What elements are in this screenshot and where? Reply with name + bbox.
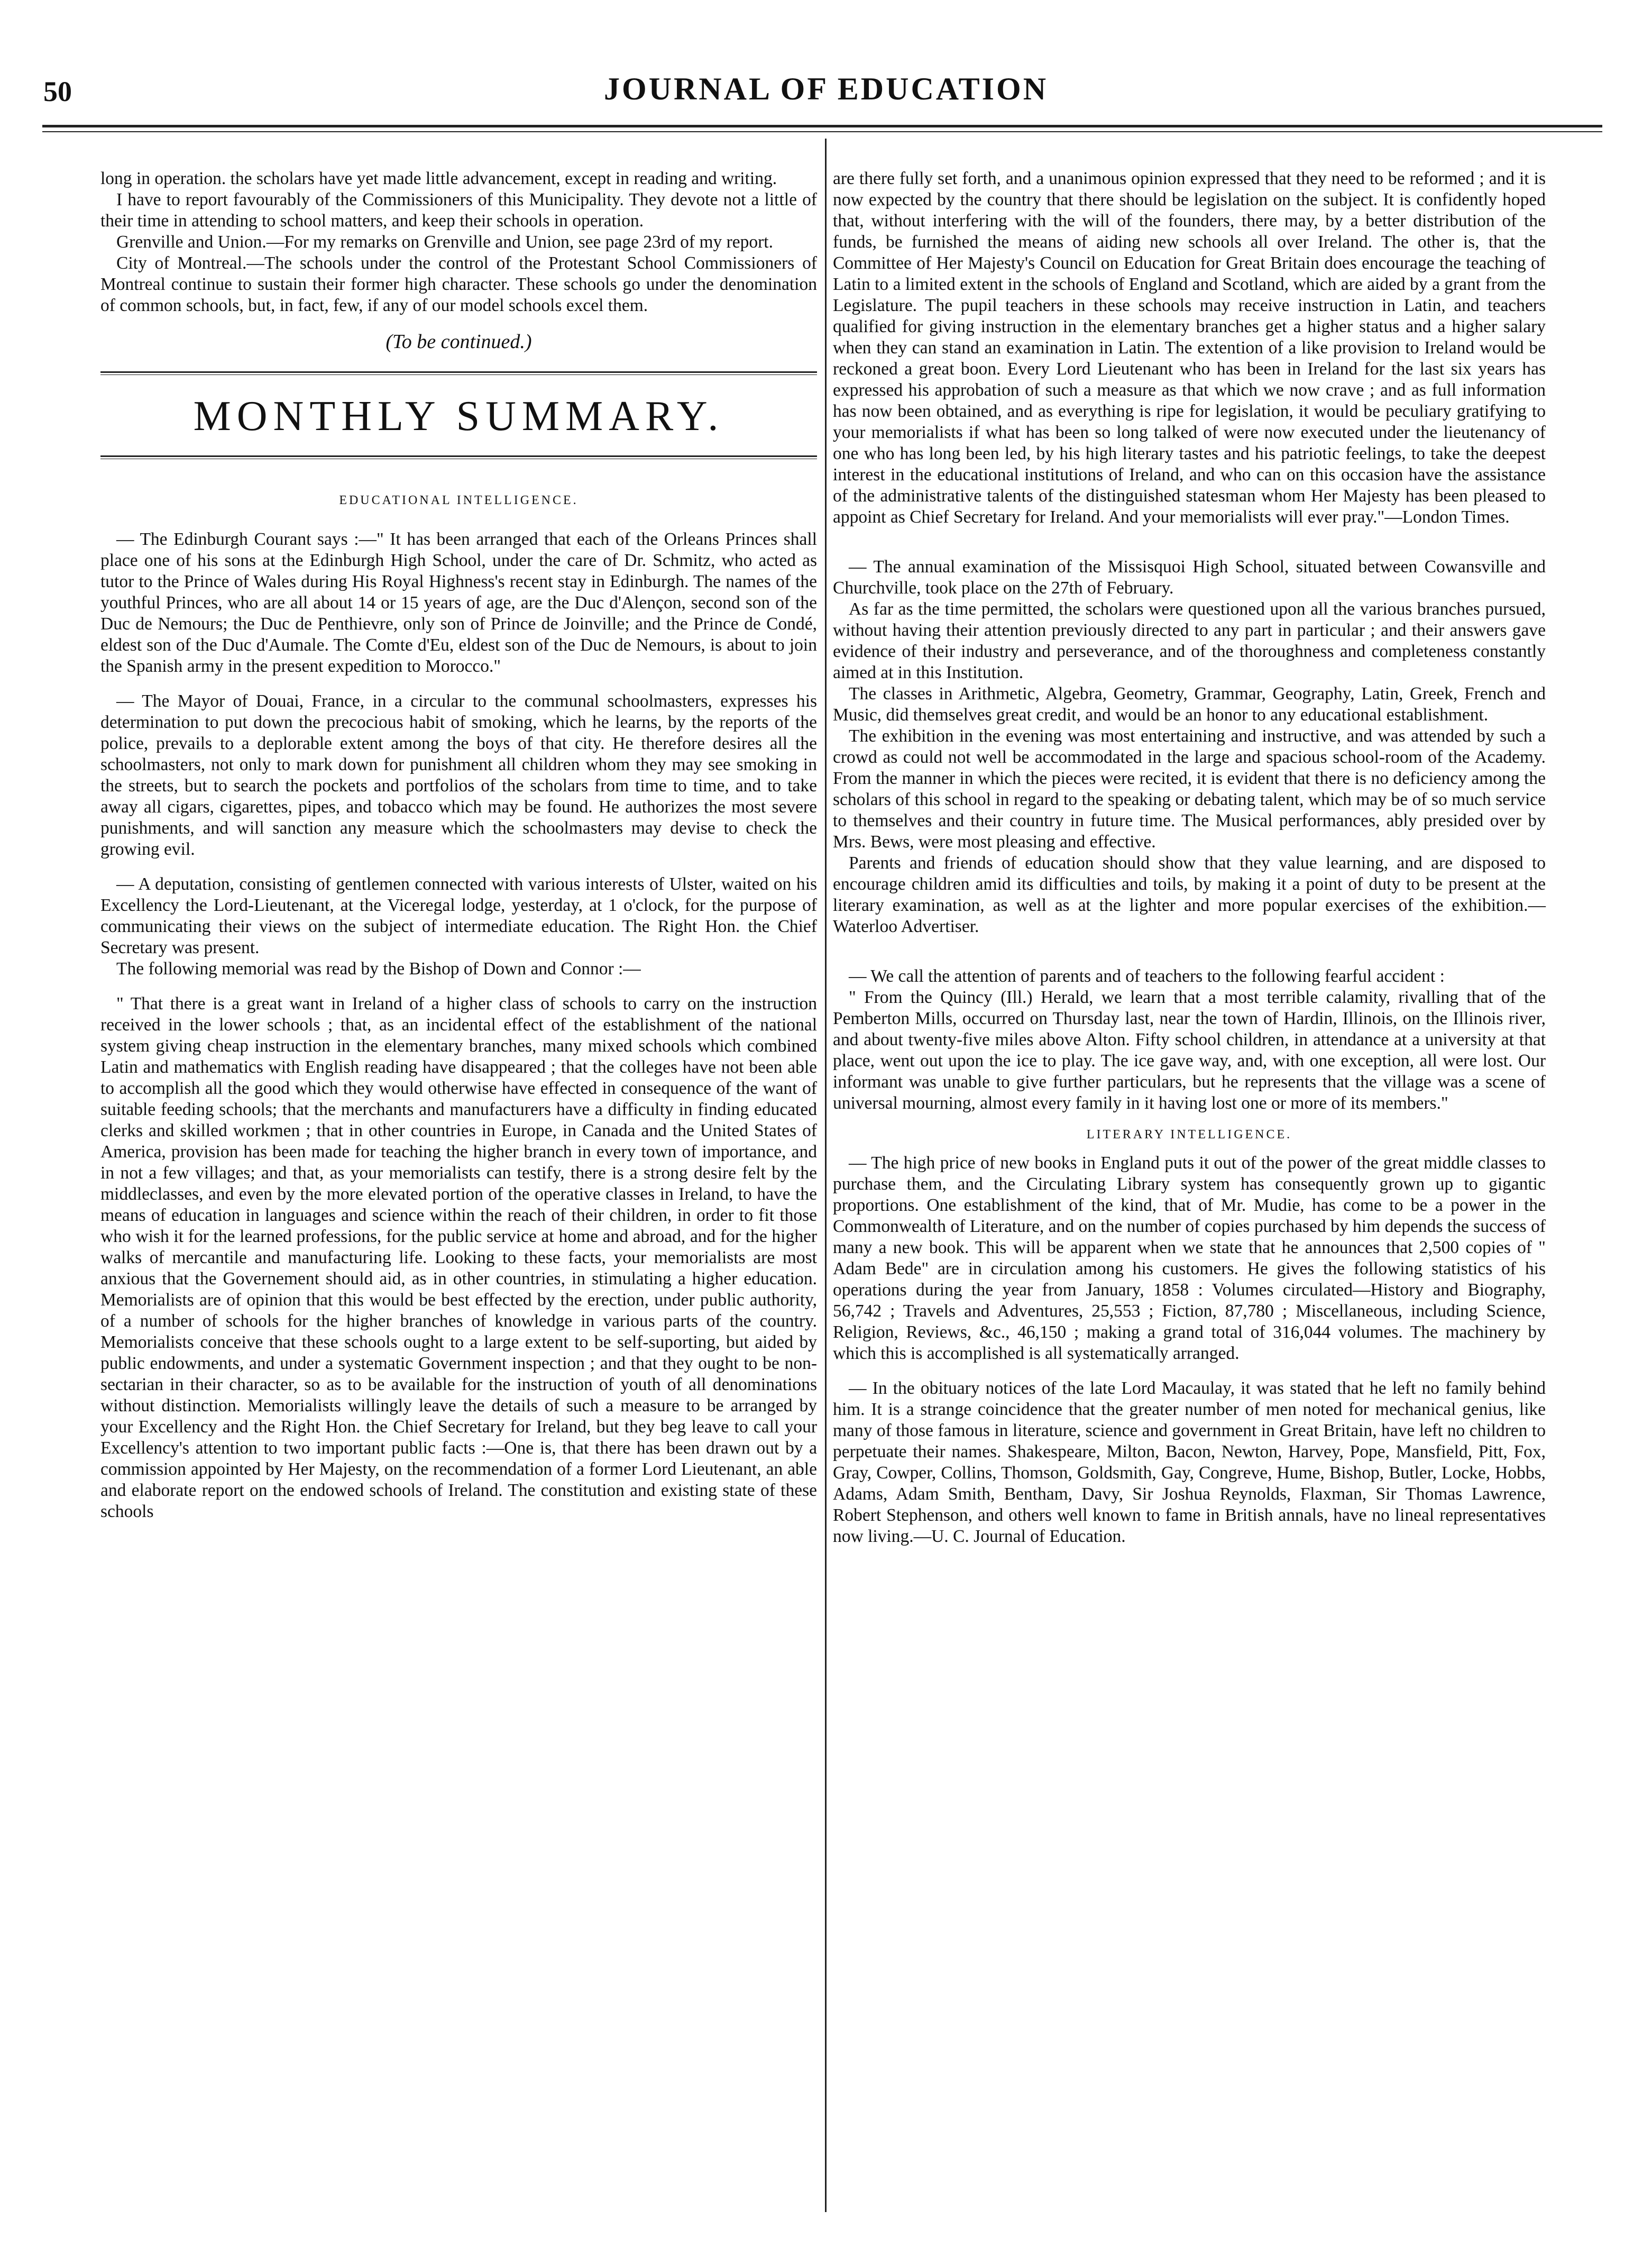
- column-divider: [825, 139, 827, 2212]
- paragraph: — The Mayor of Douai, France, in a circular to the communal schoolmasters, expresses his determination to put down the precocious habit of smoking, which he learns, by the reports of the police, prevails to a deplorable extent among the boys of that city. He therefore desires all the schoolmasters, not only to mark down for punishment all children whom they may see smoking in the streets, but to search the pockets and portfolios of the scholars from time to time, and to take away all cigars, cigarettes, pipes, and tobacco which may be found. He authorizes the most severe punishments, and will sanction any measure which the schoolmasters may devise to check the growing evil.: [100, 691, 817, 859]
- journal-title: JOURNAL OF EDUCATION: [603, 71, 1049, 106]
- paragraph: — The Edinburgh Courant says :—" It has been arranged that each of the Orleans Princes shall place one of his sons at the Edinburgh High School, under the care of Dr. Schmitz, who acted as tutor to the Prince of Wales during His Royal Highness's recent stay in Edinburgh. The names of the youthful Princes, who are all about 14 or 15 years of age, are the Duc d'Alençon, second son of the Duc de Nemours; the Duc de Penthievre, only son of Prince de Joinville; and the Prince de Condé, eldest son of the Duc d'Aumale. The Comte d'Eu, eldest son of the Duc de Nemours, is about to join the Spanish army in the present expedition to Morocco.": [100, 529, 817, 676]
- header-rule-thick: [42, 125, 1602, 127]
- paragraph: — The high price of new books in England puts it out of the power of the great middle classes to purchase them, and the Circulating Library system has consequently grown up to gigantic proportions. One establishment of the kind, that of Mr. Mudie, has come to be a power in the Commonwealth of Literature, and on the number of copies purchased by him depends the success of many a new book. This will be apparent when we state that he announces that 2,500 copies of " Adam Bede" are in circulation among his customers. He gives the following statistics of his operations during the year from January, 1858 : Volumes circulated—History and Biography, 56,742 ; Travels and Adventures, 25,553 ; Fiction, 87,780 ; Miscellaneous, including Science, Religion, Reviews, &c., 46,150 ; making a grand total of 316,044 volumes. The machinery by which this is accomplished is all systematically arranged.: [833, 1153, 1546, 1363]
- news-item: [100, 529, 817, 677]
- paragraph: — A deputation, consisting of gentlemen connected with various interests of Ulster, waited on his Excellency the Lord-Lieutenant, at the Viceregal lodge, yesterday, at 1 o'clock, for the purpose of communicating their views on the subject of intermediate education. The Right Hon. the Chief Secretary was present.: [100, 874, 817, 957]
- news-item: [833, 1378, 1546, 1547]
- paragraph: " That there is a great want in Ireland of a higher class of schools to carry on the instruction received in the lower schools ; that, as an incidental effect of the establishment of the national system giving cheap instruction in the elementary branches, many mixed schools which combined Latin and mathematics with English reading have disappeared ; that the colleges have not been able to accomplish all the good which they would otherwise have effected in consequence of the want of suitable feeding schools; that the merchants and manufacturers have a difficulty in finding educated clerks and skilled workmen ; that in other countries in Europe, in Canada and the United States of America, provision has been made for teaching the higher branch in every town of importance, and in not a few villages; and that, as your memorialists can testify, there is a strong desire felt by the middleclasses, and even by the more elevated portion of the operative classes in Ireland, to have the means of education in languages and science within the reach of their children, in order to fit those who wish it for the learned professions, for the public service at home and abroad, and for the higher walks of mercantile and manufacturing life. Looking to these facts, your memorialists are most anxious that the Governement should aid, as in other countries, in stimulating a higher education. Memorialists are of opinion that this would be best effected by the erection, under public authority, of a number of schools for the higher branches of knowledge in various parts of the country. Memorialists conceive that these schools ought to a large extent to be self-suporting, but aided by public endowments, and under a systematic Government inspection ; and that they ought to be non-sectarian in their character, so as to be available for the instruction of youth of all denominations without distinction. Memorialists willingly leave the details of such a measure to be arranged by your Excellency and the Right Hon. the Chief Secretary for Ireland, but they beg leave to call your Excellency's attention to two important public facts :—One is, that there has been drawn out by a commission appointed by Her Majesty, on the recommendation of a former Lord Lieutenant, an able and elaborate report on the endowed schools of Ireland. The constitution and existing state of these schools: [100, 994, 817, 1521]
- paragraph: The following memorial was read by the Bishop of Down and Connor :—: [116, 959, 641, 979]
- section-title: MONTHLY SUMMARY.: [193, 393, 724, 440]
- left-column: [100, 168, 817, 1522]
- subsection-title: EDUCATIONAL INTELLIGENCE.: [339, 494, 579, 507]
- paragraph: — The annual examination of the Missisquoi High School, situated between Cowansville and Churchville, took place on the 27th of February.: [833, 557, 1546, 598]
- paragraph: As far as the time permitted, the scholars were questioned upon all the various branches pursued, without having their attention previously directed to any part in particular ; and their answers gave evidence of their industry and perseverance, and of the thoroughness and completeness constantly aimed at in this Institution.: [833, 599, 1546, 682]
- paragraph: The classes in Arithmetic, Algebra, Geometry, Grammar, Geography, Latin, Greek, French and Music, did themselves great credit, and would be an honor to any educational establishment.: [833, 684, 1546, 725]
- lead-text: [100, 168, 817, 316]
- paragraph: " From the Quincy (Ill.) Herald, we learn that a most terrible calamity, rivalling that of the Pemberton Mills, occurred on Thursday last, near the town of Hardin, Illinois, on the Illinois river, and about twenty-five miles above Alton. Fifty school children, in attendance at a university at that place, went out upon the ice to play. The ice gave way, and, with one exception, all were lost. Our informant was unable to give further particulars, but he represents that the village was a scene of universal mourning, almost every family in it having lost one or more of its members.": [833, 988, 1546, 1113]
- news-item: [100, 874, 817, 980]
- page-number: 50: [43, 76, 72, 107]
- memorial-continuation: [833, 168, 1546, 528]
- paragraph: — In the obituary notices of the late Lord Macaulay, it was stated that he left no family behind him. It is a strange coincidence that the greater number of men noted for mechanical genius, like many of those famous in literature, science and government in Great Britain, have left no children to perpetuate their names. Shakespeare, Milton, Bacon, Newton, Harvey, Pope, Mansfield, Pitt, Fox, Gray, Cowper, Collins, Thomson, Goldsmith, Gay, Congreve, Hume, Bishop, Butler, Locke, Hobbs, Adams, Adam Smith, Bentham, Davy, Sir Joshua Reynolds, Flaxman, Sir Thomas Lawrence, Robert Stephenson, and others well known to fame in British annals, have no lineal representatives now living.—U. C. Journal of Education.: [833, 1378, 1546, 1546]
- ornamental-rule: [100, 453, 817, 462]
- header-rule-thin: [42, 131, 1602, 132]
- page-header: [0, 69, 1652, 111]
- news-item: [833, 1153, 1546, 1364]
- paragraph: Grenville and Union.—For my remarks on Grenville and Union, see page 23rd of my report.: [116, 232, 773, 252]
- news-item: [833, 556, 1546, 937]
- right-column: [833, 168, 1546, 1561]
- news-item: [100, 691, 817, 860]
- subsection-title: LITERARY INTELLIGENCE.: [1086, 1128, 1292, 1141]
- paragraph: I have to report favourably of the Commissioners of this Municipality. They devote not a little of their time in attending to school matters, and keep their schools in operation.: [100, 190, 817, 231]
- memorial-quote: [100, 993, 817, 1522]
- ornamental-rule: [100, 369, 817, 378]
- paragraph: long in operation. the scholars have yet made little advancement, except in reading and writing.: [100, 169, 777, 188]
- paragraph: The exhibition in the evening was most entertaining and instructive, and was attended by such a crowd as could not well be accommodated in the large and spacious school-room of the Academy. From the manner in which the pieces were recited, it is evident that there is no deficiency among the scholars of this school in regard to the speaking or debating talent, which may be of so much service to themselves and their country in future time. The Musical performances, ably presided over by Mrs. Bews, were most pleasing and effective.: [833, 726, 1546, 852]
- paragraph: are there fully set forth, and a unanimous opinion expressed that they need to be reformed ; and it is now expected by the country that there should be legislation on the subject. It is confidently hoped that, without interfering with the will of the founders, there may, by a better distribution of the funds, be furnished the means of aiding new schools all over Ireland. The other is, that the Committee of Her Majesty's Council on Education for Great Britain does encourage the teaching of Latin to a limited extent in the schools of England and Scotland, which are aided by a grant from the Legislature. The pupil teachers in these schools may receive instruction in Latin, and teachers qualified for giving instruction in the elementary branches get a higher status and a higher salary when they can stand an examination in Latin. The extention of a like provision to Ireland would be reckoned a great boon. Every Lord Lieutenant who has been in Ireland for the last six years has expressed his approbation of such a measure as that which we now crave ; and as full information has now been obtained, and as everything is ripe for legislation, it would be peculiary gratifying to your memorialists if what has been so long talked of were now executed under the lieutenancy of one who has long been led, by his high literary tastes and his patriotic feelings, to take the deepest interest in the educational institutions of Ireland, and who can on this occasion have the assistance of the administrative talents of the distinguished statesman whom Her Majesty has been pleased to appoint as Chief Secretary for Ireland. And your memorialists will ever pray."—London Times.: [833, 169, 1546, 527]
- paragraph: Parents and friends of education should show that they value learning, and are disposed to encourage children amid its difficulties and toils, by making it a point of duty to be present at the literary examination, as well as at the lighter and more popular exercises of the exhibition.—Waterloo Advertiser.: [833, 853, 1546, 936]
- paragraph: City of Montreal.—The schools under the control of the Protestant School Commissioners of Montreal continue to sustain their former high character. These schools go under the denomination of common schools, but, in fact, few, if any of our model schools excel them.: [100, 253, 817, 315]
- continued-note: (To be continued.): [386, 331, 532, 353]
- news-item: [833, 966, 1546, 1114]
- paragraph: — We call the attention of parents and of teachers to the following fearful accident :: [849, 966, 1445, 986]
